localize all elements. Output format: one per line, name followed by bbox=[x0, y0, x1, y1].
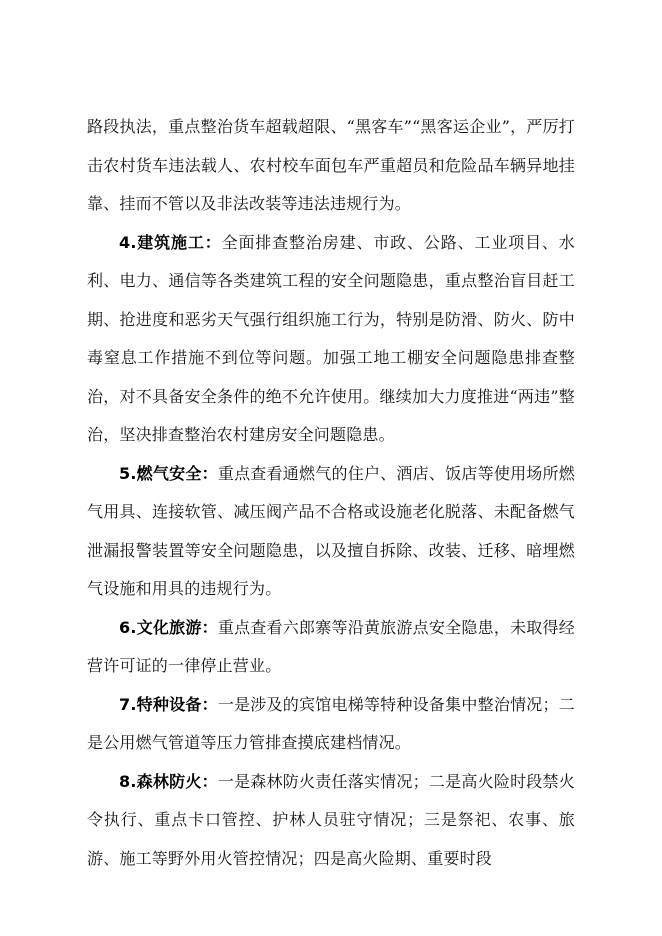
section-heading-special-equipment: 7.特种设备： bbox=[119, 694, 218, 714]
paragraph-text: 路段执法，重点整治货车超载超限、“黑客车”“黑客运企业”，严厉打击农村货车违法载人、农村校车面包车严重超员和危险品车辆异地挂靠、挂而不管以及非法改装等违法违规行为。 bbox=[87, 117, 575, 213]
paragraph-text: 全面排查整治房建、市政、公路、工业项目、水利、电力、通信等各类建筑工程的安全问题隐患，重点整治盲目赶工期、抢进度和恶劣天气强行组织施工行为，特别是防滑、防火、防中毒窒息工作措施不到位等问题。加强工地工棚安全问题隐患排查整治，对不具备安全条件的绝不允许使用。继续加大力度推进“两违”整治，坚决排查整治农村建房安全问题隐患。 bbox=[87, 232, 575, 444]
paragraph-gas-safety bbox=[87, 455, 575, 609]
paragraph-text: 一是涉及的宾馆电梯等特种设备集中整治情况；二是公用燃气管道等压力管排查摸底建档情况。 bbox=[87, 694, 575, 752]
paragraph-forest-fire bbox=[87, 763, 575, 879]
paragraph-text: 重点查看通燃气的住户、酒店、饭店等使用场所燃气用具、连接软管、减压阀产品不合格或设施老化脱落、未配备燃气泄漏报警装置等安全问题隐患，以及擅自拆除、改装、迁移、暗埋燃气设施和用具的违规行为。 bbox=[87, 463, 575, 598]
paragraph-special-equipment bbox=[87, 686, 575, 763]
paragraph-road-enforcement bbox=[87, 108, 575, 224]
paragraph-text: 一是森林防火责任落实情况；二是高火险时段禁火令执行、重点卡口管控、护林人员驻守情况；三是祭祀、农事、旅游、施工等野外用火管控情况；四是高火险期、重要时段 bbox=[87, 771, 575, 868]
paragraph-construction bbox=[87, 224, 575, 455]
paragraph-culture-tourism bbox=[87, 609, 575, 686]
section-heading-construction: 4.建筑施工： bbox=[119, 232, 222, 252]
section-heading-culture-tourism: 6.文化旅游： bbox=[119, 617, 218, 637]
section-heading-gas-safety: 5.燃气安全： bbox=[119, 463, 218, 483]
paragraph-text: 重点查看六郎寨等沿黄旅游点安全隐患，未取得经营许可证的一律停止营业。 bbox=[87, 617, 575, 675]
section-heading-forest-fire: 8.森林防火： bbox=[119, 771, 218, 791]
